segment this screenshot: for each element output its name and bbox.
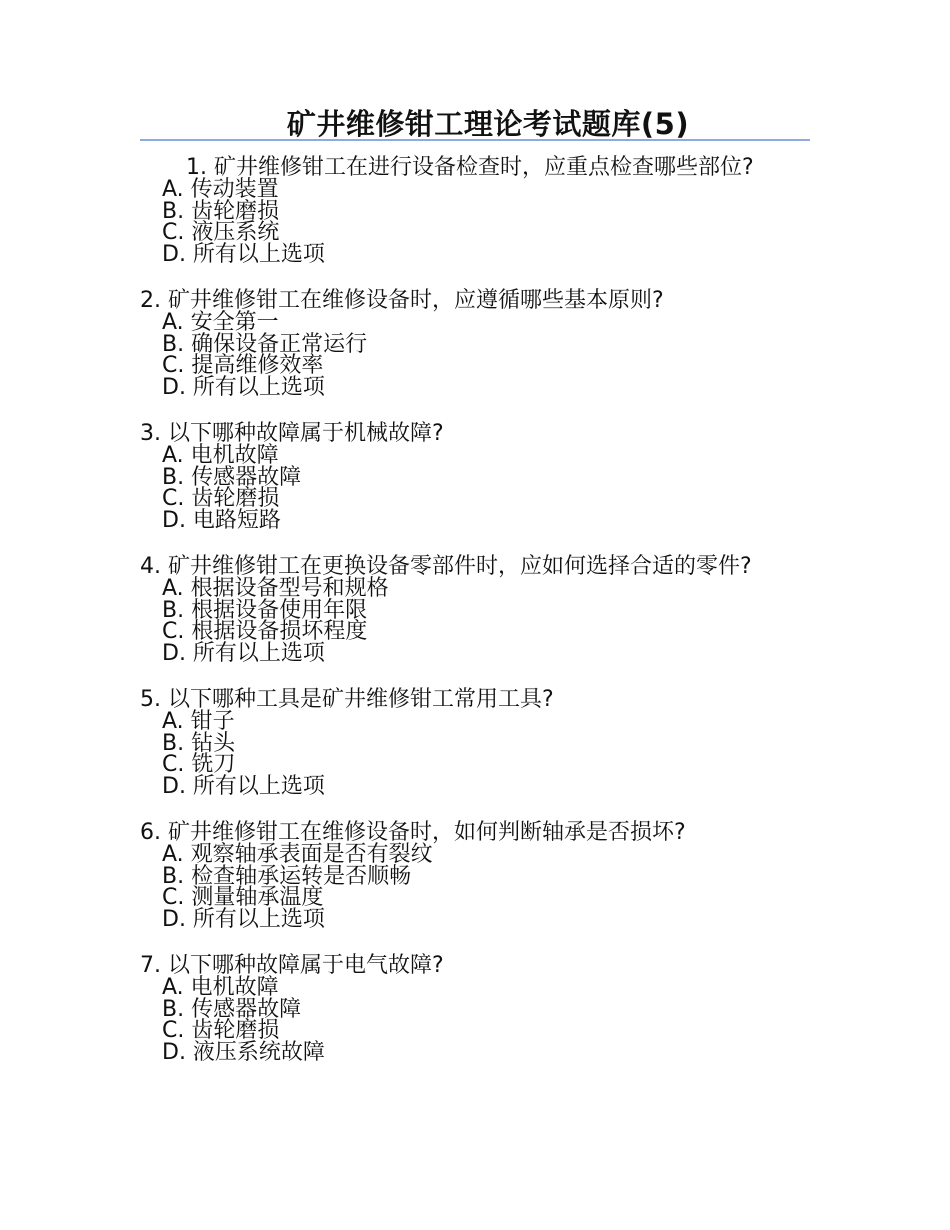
option-item: D. 所有以上选项 xyxy=(162,241,325,267)
question-list xyxy=(140,156,800,1087)
option-item: A. 安全第一 xyxy=(162,310,279,335)
question-item xyxy=(140,289,800,398)
question-text: 6. 矿井维修钳工在维修设备时，如何判断轴承是否损坏? xyxy=(140,820,686,845)
question-text: 2. 矿井维修钳工在维修设备时，应遵循哪些基本原则? xyxy=(140,288,664,313)
option-item: C. 齿轮磨损 xyxy=(162,486,280,511)
option-item: A. 根据设备型号和规格 xyxy=(162,576,389,601)
question-text: 3. 以下哪种故障属于机械故障? xyxy=(140,421,444,446)
option-item: C. 铣刀 xyxy=(162,752,236,777)
option-item: A. 电机故障 xyxy=(162,975,279,1000)
question-item xyxy=(140,688,800,797)
question-text: 7. 以下哪种故障属于电气故障? xyxy=(140,953,444,978)
question-text: 4. 矿井维修钳工在更换设备零部件时，应如何选择合适的零件? xyxy=(140,554,752,579)
option-item: D. 电路短路 xyxy=(162,507,281,533)
option-item: A. 观察轴承表面是否有裂纹 xyxy=(162,842,433,867)
option-item: B. 传感器故障 xyxy=(162,464,302,490)
option-item: D. 所有以上选项 xyxy=(162,906,325,932)
option-list xyxy=(140,844,800,930)
option-list xyxy=(140,711,800,797)
option-item: D. 所有以上选项 xyxy=(162,374,325,400)
question-item xyxy=(140,555,800,664)
option-item: B. 根据设备使用年限 xyxy=(162,597,368,623)
question-item xyxy=(140,156,800,265)
option-item: B. 确保设备正常运行 xyxy=(162,331,368,357)
option-item: C. 齿轮磨损 xyxy=(162,1018,280,1043)
option-item: D. 液压系统故障 xyxy=(162,1039,325,1065)
document-title: 矿井维修钳工理论考试题库(5) xyxy=(286,107,690,141)
title-underline xyxy=(140,139,810,141)
option-item: C. 根据设备损坏程度 xyxy=(162,619,368,644)
option-item: B. 钻头 xyxy=(162,730,236,756)
question-text: 5. 以下哪种工具是矿井维修钳工常用工具? xyxy=(140,687,554,712)
question-item xyxy=(140,821,800,930)
option-list xyxy=(140,179,800,265)
option-list xyxy=(140,312,800,398)
question-item xyxy=(140,954,800,1063)
option-list xyxy=(140,578,800,664)
option-list xyxy=(140,977,800,1063)
option-item: B. 检查轴承运转是否顺畅 xyxy=(162,863,412,889)
question-item xyxy=(140,422,800,531)
option-item: D. 所有以上选项 xyxy=(162,773,325,799)
option-list xyxy=(140,445,800,531)
option-item: D. 所有以上选项 xyxy=(162,640,325,666)
question-text: 1. 矿井维修钳工在进行设备检查时，应重点检查哪些部位? xyxy=(186,155,754,180)
option-item: A. 传动装置 xyxy=(162,177,279,202)
option-item: C. 提高维修效率 xyxy=(162,353,324,378)
option-item: A. 钳子 xyxy=(162,709,235,734)
option-item: B. 齿轮磨损 xyxy=(162,198,280,224)
option-item: C. 测量轴承温度 xyxy=(162,885,324,910)
option-item: A. 电机故障 xyxy=(162,443,279,468)
option-item: B. 传感器故障 xyxy=(162,996,302,1022)
option-item: C. 液压系统 xyxy=(162,220,280,245)
